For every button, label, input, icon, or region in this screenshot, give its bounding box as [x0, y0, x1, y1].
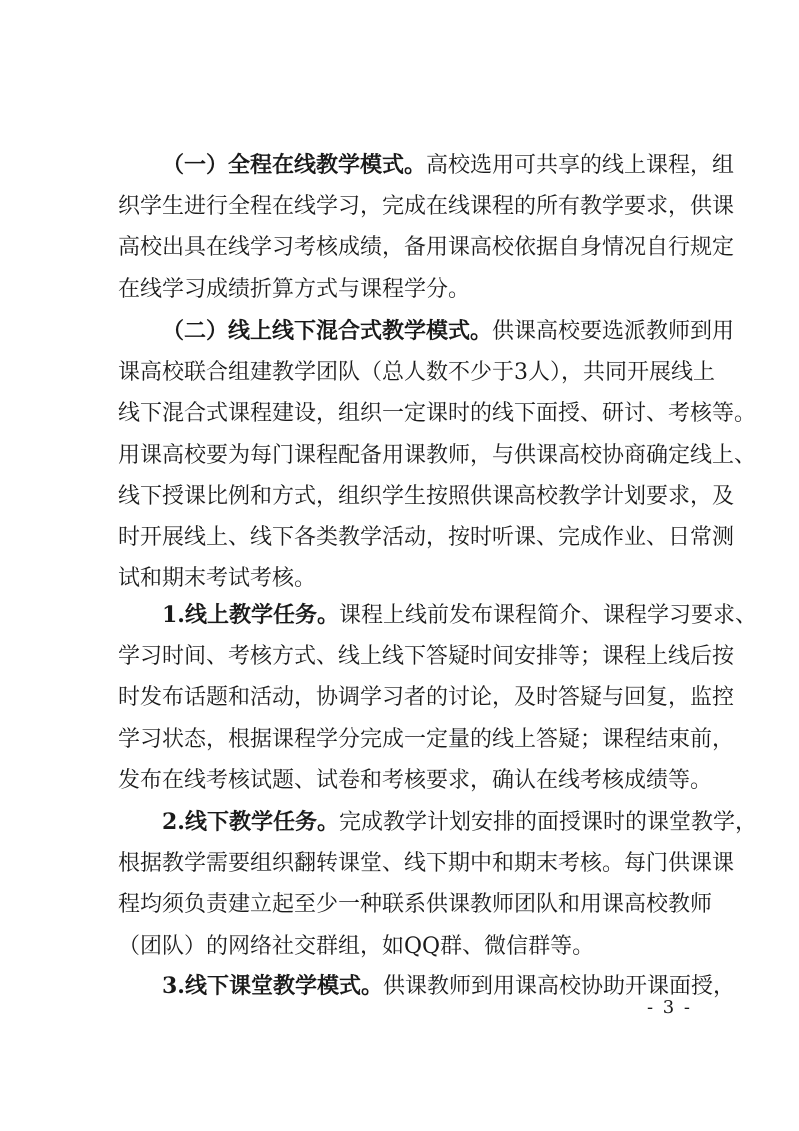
paragraph-offline-classroom-mode — [118, 966, 735, 1007]
text-line — [118, 966, 735, 1007]
text-line: 发布在线考核试题、试卷和考核要求，确认在线考核成绩等。 — [118, 767, 713, 793]
text-line: 在线学习成绩折算方式与课程学分。 — [118, 276, 471, 302]
line-text: 高校选用可共享的线上课程，组 — [426, 153, 735, 178]
section-heading: （二）线上线下混合式教学模式。 — [162, 318, 493, 344]
line-text: 供课高校要选派教师到用 — [492, 319, 735, 344]
text-line: 高校出具在线学习考核成绩，备用课高校依据自身情况自行规定 — [118, 235, 735, 261]
text-line: 学习状态，根据课程学分完成一定量的线上答疑；课程结束前， — [118, 726, 735, 752]
line-text: 供课教师到用课高校协助开课面授， — [382, 974, 735, 999]
subsection-heading: 2.线下教学任务。 — [162, 809, 339, 835]
paragraph-offline-tasks — [118, 802, 757, 967]
text-line: 时开展线上、线下各类教学活动，按时听课、完成作业、日常测 — [118, 524, 735, 550]
text-line: （团队）的网络社交群组，如QQ群、微信群等。 — [118, 933, 595, 959]
text-line — [118, 802, 757, 843]
text-line: 根据教学需要组织翻转课堂、线下期中和期末考核。每门供课课 — [118, 851, 735, 877]
text-line: 线下授课比例和方式，组织学生按照供课高校教学计划要求，及 — [118, 483, 735, 509]
text-line: 程均须负责建立起至少一种联系供课教师团队和用课高校教师 — [118, 892, 713, 918]
line-text: 完成教学计划安排的面授课时的课堂教学， — [338, 810, 757, 835]
section-heading: （一）全程在线教学模式。 — [162, 152, 427, 178]
text-line: 织学生进行全程在线学习，完成在线课程的所有教学要求，供课 — [118, 194, 735, 220]
paragraph-online-tasks — [118, 595, 757, 801]
text-line: 学习时间、考核方式、线上线下答疑时间安排等；课程上线后按 — [118, 644, 735, 670]
line-text: 课程上线前发布课程简介、课程学习要求、 — [338, 603, 757, 628]
text-line: 线下混合式课程建设，组织一定课时的线下面授、研讨、考核等。 — [118, 401, 757, 427]
text-line: 课高校联合组建教学团队（总人数不少于3人），共同开展线上 — [118, 360, 715, 386]
text-line — [118, 311, 735, 352]
text-line — [118, 595, 757, 636]
text-line: 时发布话题和活动，协调学习者的讨论，及时答疑与回复，监控 — [118, 685, 735, 711]
text-line: 用课高校要为每门课程配备用课教师，与供课高校协商确定线上、 — [118, 442, 757, 468]
paragraph-full-online-mode — [118, 145, 735, 310]
page-number: - 3 - — [646, 997, 692, 1018]
paragraph-blended-mode — [118, 311, 757, 599]
text-line — [118, 145, 735, 186]
text-line: 试和期末考试考核。 — [118, 566, 317, 592]
subsection-heading: 1.线上教学任务。 — [162, 602, 339, 628]
subsection-heading: 3.线下课堂教学模式。 — [162, 973, 383, 999]
